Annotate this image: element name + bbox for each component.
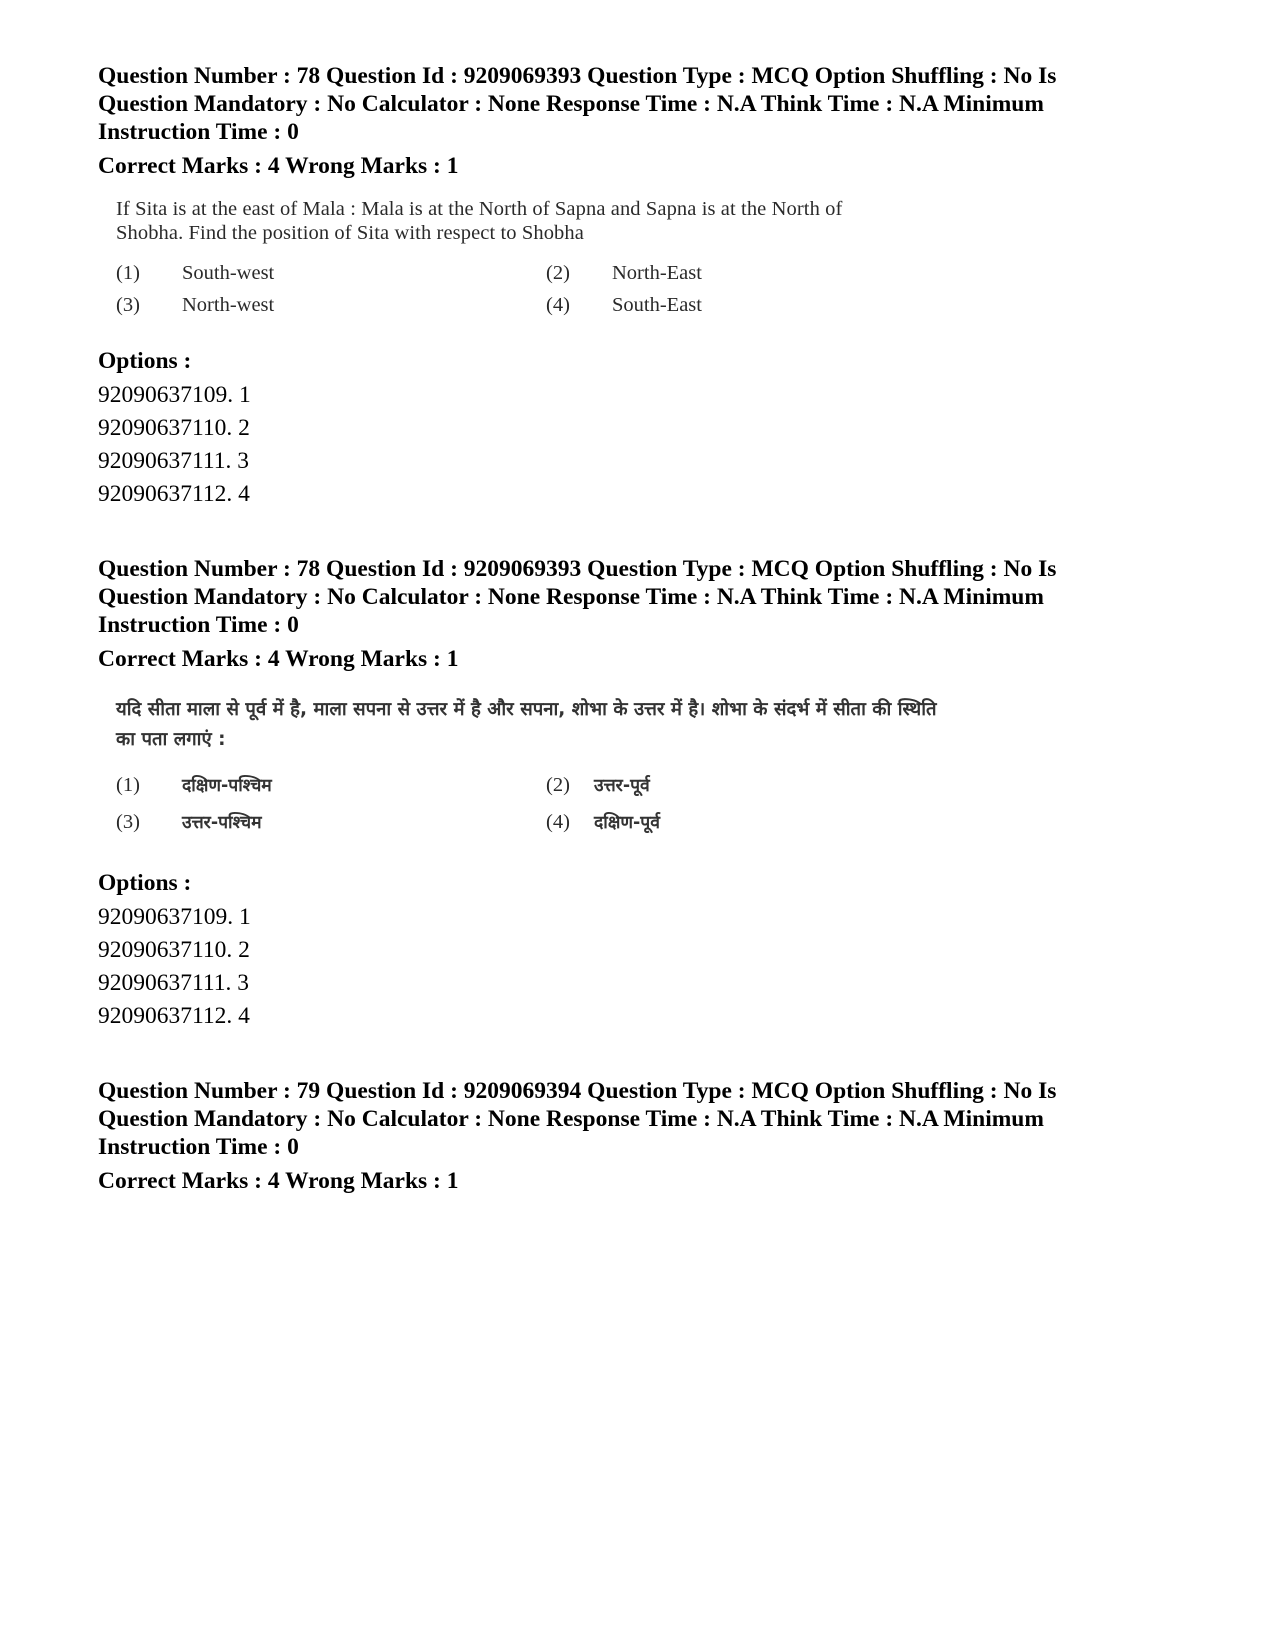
options-list [98, 379, 1158, 511]
document-page [98, 62, 1158, 1195]
question-header [98, 555, 1158, 639]
choice-text: दक्षिण-पूर्व [594, 813, 660, 833]
choice-text: South-East [612, 294, 702, 316]
header-line: Question Mandatory : No Calculator : None Response Time : N.A Think Time : N.A Minimum [98, 1106, 1044, 1132]
question-text-line: If Sita is at the east of Mala : Mala is at the North of Sapna and Sapna is at the North of [116, 198, 843, 220]
answer-choices [116, 773, 1016, 835]
question-text [116, 197, 1016, 245]
option-item: 92090637110. 2 [98, 415, 250, 441]
answer-choice [116, 773, 546, 798]
question-text-line: का पता लगाएं : [116, 729, 226, 750]
choice-text: उत्तर-पश्चिम [182, 813, 262, 833]
choice-number: (3) [116, 294, 140, 316]
marks-line: Correct Marks : 4 Wrong Marks : 1 [98, 646, 459, 672]
block-spacer [98, 511, 1158, 555]
header-line: Instruction Time : 0 [98, 612, 299, 638]
question-header [98, 1077, 1158, 1161]
choice-number: (2) [546, 774, 570, 796]
answer-choice [116, 261, 546, 285]
question-block-79 [98, 1077, 1158, 1195]
answer-choices [116, 261, 1016, 317]
marks-line: Correct Marks : 4 Wrong Marks : 1 [98, 153, 459, 179]
option-item: 92090637110. 2 [98, 937, 250, 963]
question-block-78-hindi [98, 555, 1158, 1033]
options-title: Options : [98, 348, 192, 374]
question-image [116, 695, 1016, 835]
answer-choice [546, 810, 976, 835]
header-line: Instruction Time : 0 [98, 1134, 299, 1160]
header-line: Instruction Time : 0 [98, 119, 299, 145]
answer-choice [546, 773, 976, 798]
choice-text: North-west [182, 294, 275, 316]
choice-text: दक्षिण-पश्चिम [182, 776, 272, 796]
header-line: Question Number : 79 Question Id : 9209069394 Question Type : MCQ Option Shuffling : No Is [98, 1078, 1057, 1104]
option-item: 92090637109. 1 [98, 904, 251, 930]
choice-text: उत्तर-पूर्व [594, 776, 650, 796]
question-image [116, 197, 1016, 317]
choice-number: (1) [116, 262, 140, 284]
option-item: 92090637109. 1 [98, 382, 251, 408]
answer-choice [116, 810, 546, 835]
choice-number: (1) [116, 774, 140, 796]
block-spacer [98, 1033, 1158, 1077]
question-block-78-english [98, 62, 1158, 511]
options-title: Options : [98, 870, 192, 896]
option-item: 92090637112. 4 [98, 1003, 250, 1029]
header-line: Question Mandatory : No Calculator : None Response Time : N.A Think Time : N.A Minimum [98, 584, 1044, 610]
choice-number: (4) [546, 811, 570, 833]
question-text-line: यदि सीता माला से पूर्व में है, माला सपना से उत्तर में है और सपना, शोभा के उत्तर में है। शोभा के संदर्भ में सीता की स्थिति [116, 699, 937, 720]
option-item: 92090637112. 4 [98, 481, 250, 507]
question-text-line: Shobha. Find the position of Sita with respect to Shobha [116, 222, 584, 244]
choice-text: North-East [612, 262, 702, 284]
header-line: Question Mandatory : No Calculator : None Response Time : N.A Think Time : N.A Minimum [98, 91, 1044, 117]
option-item: 92090637111. 3 [98, 970, 250, 996]
answer-choice [546, 261, 976, 285]
choice-number: (2) [546, 262, 570, 284]
question-text [116, 695, 1016, 755]
answer-choice [546, 293, 976, 317]
option-item: 92090637111. 3 [98, 448, 250, 474]
header-line: Question Number : 78 Question Id : 9209069393 Question Type : MCQ Option Shuffling : No Is [98, 63, 1057, 89]
choice-number: (4) [546, 294, 570, 316]
choice-number: (3) [116, 811, 140, 833]
marks-line: Correct Marks : 4 Wrong Marks : 1 [98, 1168, 459, 1194]
answer-choice [116, 293, 546, 317]
choice-text: South-west [182, 262, 275, 284]
options-list [98, 901, 1158, 1033]
question-header [98, 62, 1158, 146]
header-line: Question Number : 78 Question Id : 9209069393 Question Type : MCQ Option Shuffling : No Is [98, 556, 1057, 582]
